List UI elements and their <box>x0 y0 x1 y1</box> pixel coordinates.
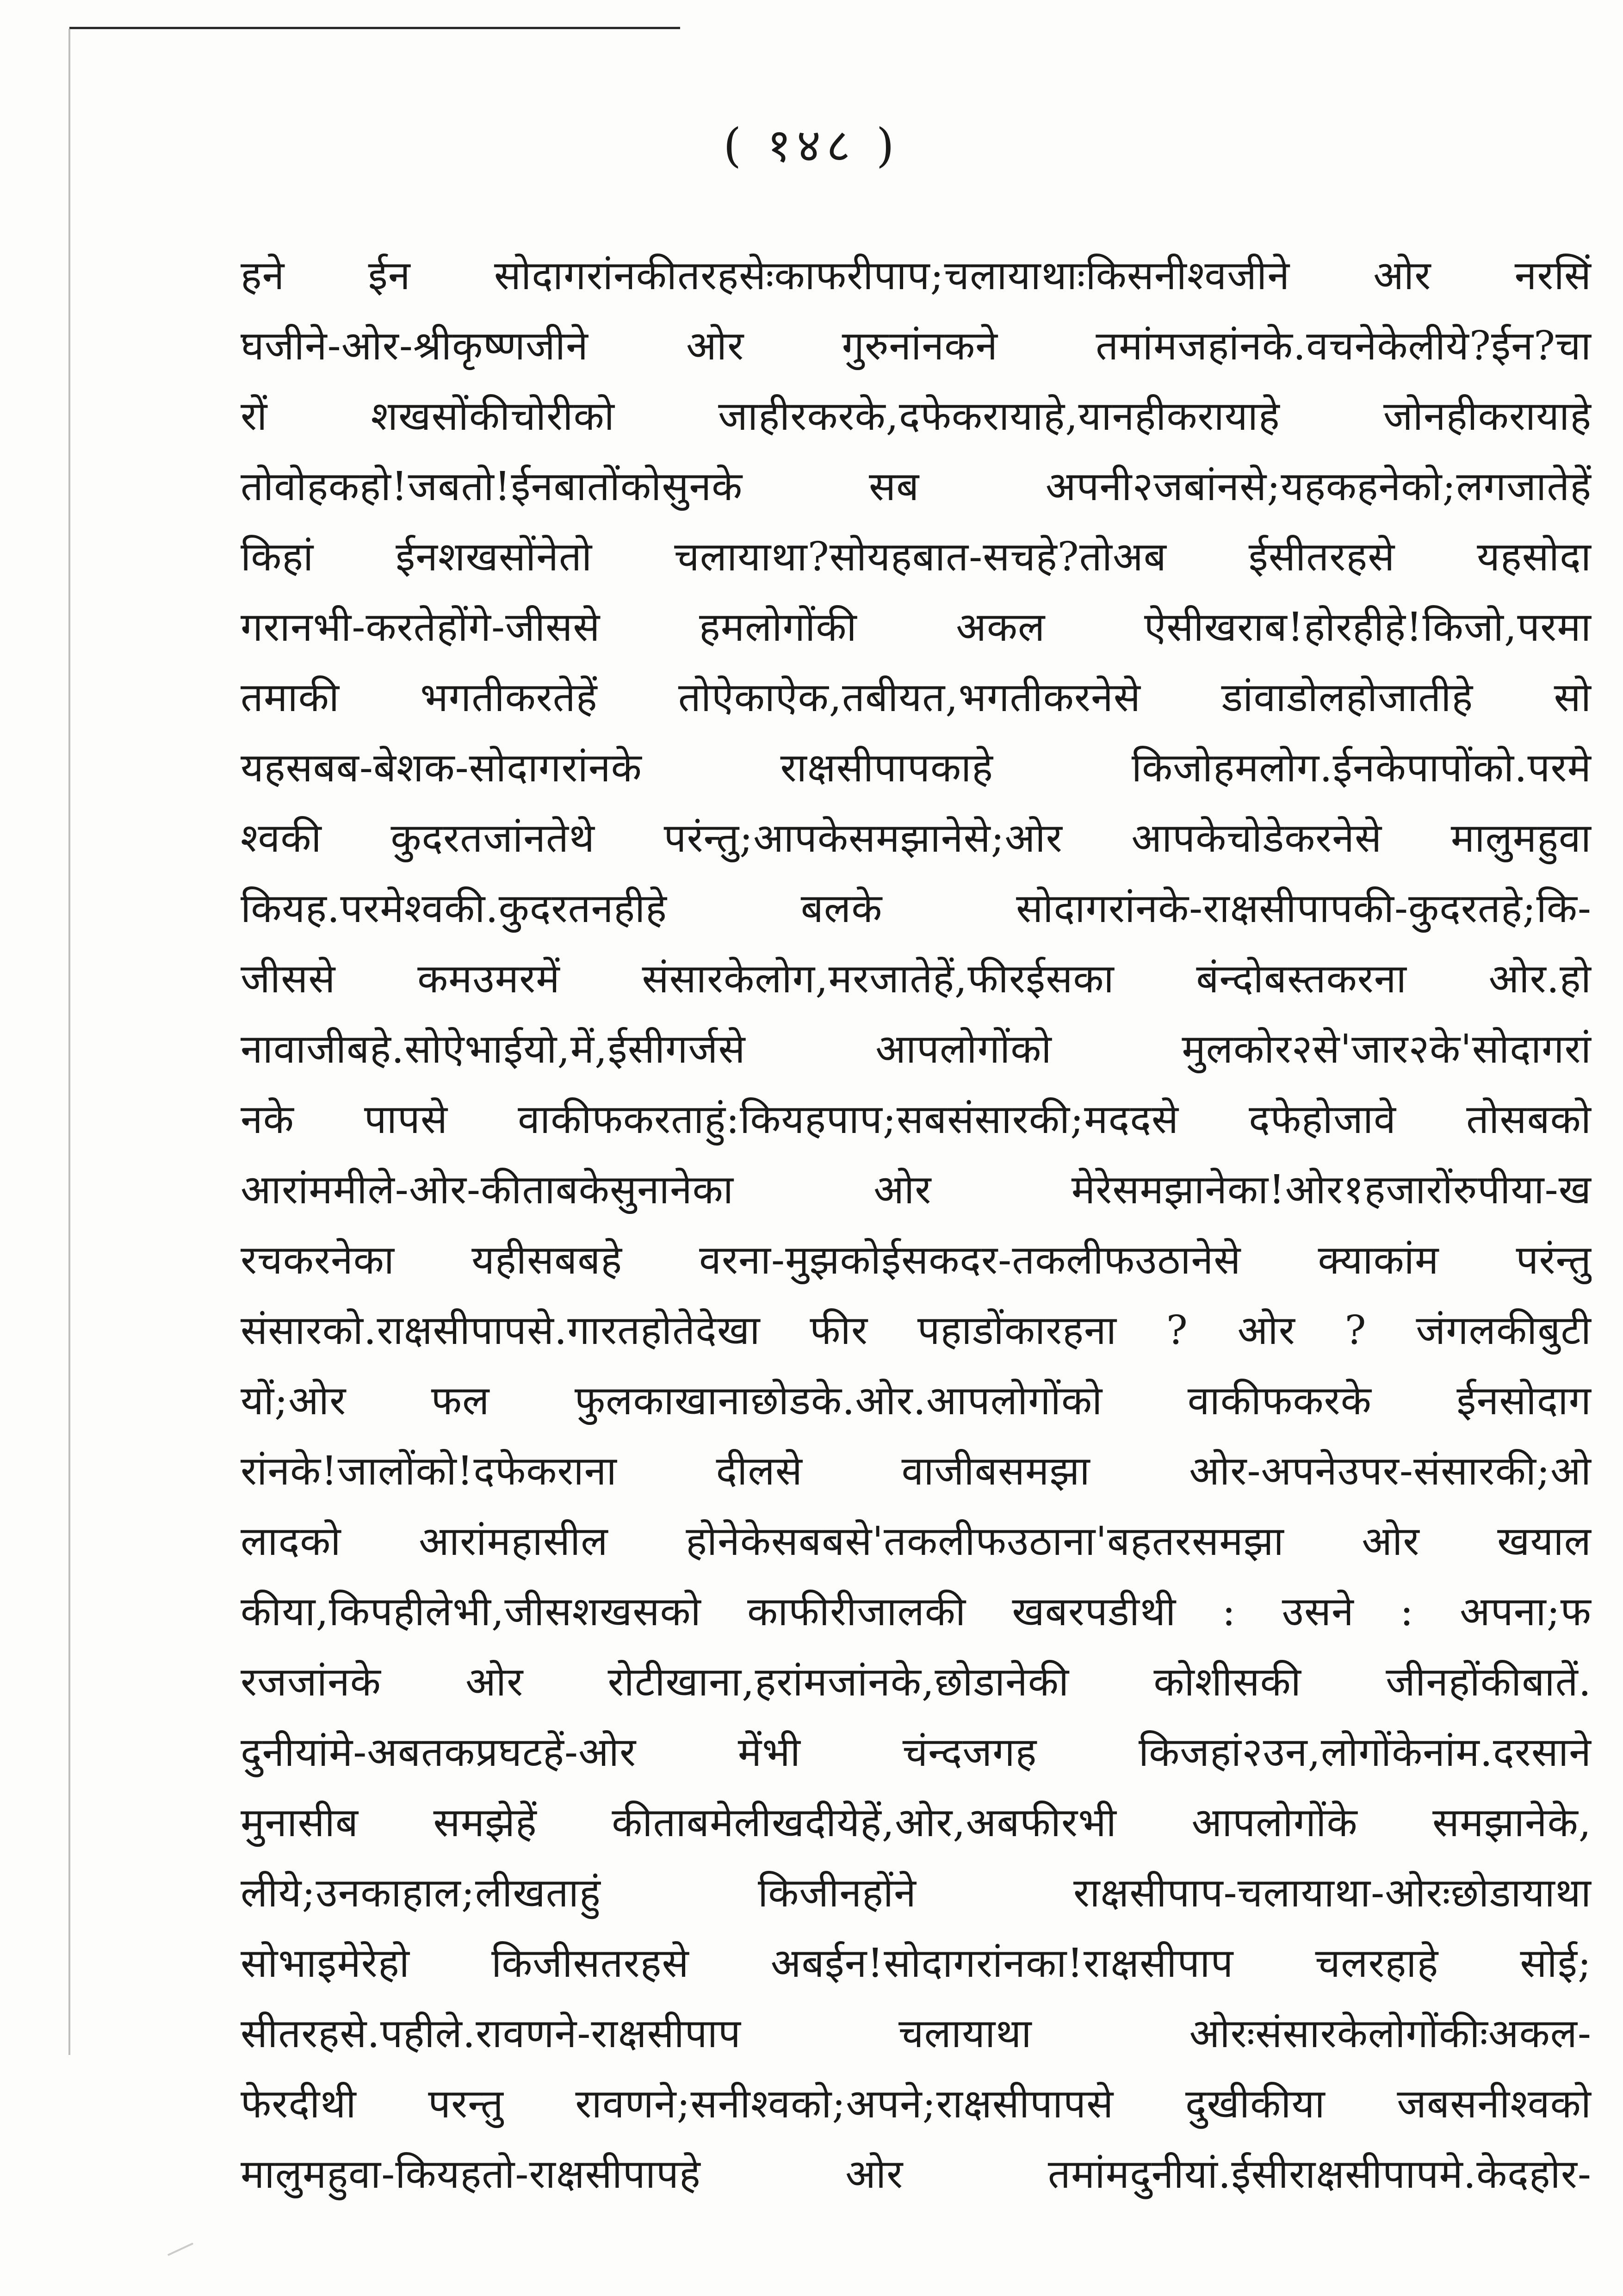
top-rule-line <box>69 27 680 29</box>
scan-speck <box>167 2243 193 2256</box>
text-line: रांनके!जालोंको!दफेकराना दीलसे वाजीबसमझा ओर-अपनेउपर-संसारकी;ओ <box>241 1448 1592 1494</box>
text-line: सोभाइमेरेहो किजीसतरहसे अबईन!सोदागरांनका!राक्षसीपाप चलरहाहे सोई; <box>241 1940 1592 1987</box>
text-line: मालुमहुवा-कियहतो-राक्षसीपापहे ओर तमांमदुनीयां.ईसीराक्षसीपापमे.केदहोर- <box>241 2151 1592 2197</box>
text-line: मुनासीब समझेहें कीताबमेलीखदीयेहें,ओर,अबफीरभी आपलोगोंके समझानेके, <box>241 1800 1592 1846</box>
text-line: सीतरहसे.पहीले.रावणने-राक्षसीपाप चलायाथा ओरःसंसारकेलोगोंकीःअकल- <box>241 2011 1592 2057</box>
text-line: फेरदीथी परन्तु रावणने;सनीश्वको;अपने;राक्षसीपापसे दुखीकीया जबसनीश्वको <box>241 2081 1592 2127</box>
text-line: लादको आरांमहासील होनेकेसबबसे'तकलीफउठाना'बहतरसमझा ओर खयाल <box>241 1518 1592 1565</box>
text-line: रजजांनके ओर रोटीखाना,हरांमजांनके,छोडानेकी कोशीसकी जीनहोंकीबातें. <box>241 1659 1592 1705</box>
text-line: रों शखसोंकीचोरीको जाहीरकरके,दफेकरायाहे,यानहीकरायाहे जोनहीकरायाहे <box>241 393 1592 439</box>
text-line: कीया,किपहीलेभी,जीसशखसको काफीरीजालकी खबरपडीथी : उसने : अपना;फ <box>241 1589 1592 1635</box>
text-line: लीये;उनकाहाल;लीखताहुं किजीनहोंने राक्षसीपाप-चलायाथा-ओरःछोडायाथा <box>241 1870 1592 1916</box>
text-line: तोवोहकहो!जबतो!ईनबातोंकोसुनके सब अपनी२जबांनसे;यहकहनेको;लगजातेहें <box>241 464 1592 510</box>
page-number: ( १४८ ) <box>723 118 900 173</box>
text-line: किहां ईनशखसोंनेतो चलायाथा?सोयहबात-सचहे?तोअब ईसीतरहसे यहसोदा <box>241 534 1592 580</box>
text-line: जीससे कमउमरमें संसारकेलोग,मरजातेहें,फीरईसका बंन्दोबस्तकरना ओर.हो <box>241 956 1592 1002</box>
text-line: रचकरनेका यहीसबबहे वरना-मुझकोईसकदर-तकलीफउठानेसे क्याकांम परंन्तु <box>241 1237 1592 1283</box>
text-line: नावाजीबहे.सोऐभाईयो,में,ईसीगर्जसे आपलोगोंको मुलकोर२से'जार२के'सोदागरां <box>241 1026 1592 1072</box>
left-margin-line <box>68 29 70 2055</box>
text-line: आरांममीले-ओर-कीताबकेसुनानेका ओर मेरेसमझानेका!ओर१हजारोंरुपीया-ख <box>241 1167 1592 1213</box>
text-line: गरानभी-करतेहोंगे-जीससे हमलोगोंकी अकल ऐसीखराब!होरहीहे!किजो,परमा <box>241 604 1592 650</box>
text-line: यहसबब-बेशक-सोदागरांनके राक्षसीपापकाहे किजोहमलोग.ईनकेपापोंको.परमे <box>241 745 1592 791</box>
text-line: संसारको.राक्षसीपापसे.गारतहोतेदेखा फीर पहाडोंकारहना ? ओर ? जंगलकीबुटी <box>241 1307 1592 1354</box>
text-line: हने ईन सोदागरांनकीतरहसेःकाफरीपाप;चलायाथाःकिसनीश्वजीने ओर नरसिं <box>241 253 1592 299</box>
body-text <box>241 241 1592 2209</box>
text-line: घजीने-ओर-श्रीकृष्णजीने ओर गुरुनांनकने तमांमजहांनके.वचनेकेलीये?ईन?चा <box>241 323 1592 369</box>
text-line: कियह.परमेश्वकी.कुदरतनहीहे बलके सोदागरांनके-राक्षसीपापकी-कुदरतहे;कि- <box>241 885 1592 932</box>
text-line: नके पापसे वाकीफकरताहुं:कियहपाप;सबसंसारकी;मददसे दफेहोजावे तोसबको <box>241 1096 1592 1143</box>
text-line: श्वकी कुदरतजांनतेथे परंन्तु;आपकेसमझानेसे;ओर आपकेचोडेकरनेसे मालुमहुवा <box>241 815 1592 861</box>
text-line: तमाकी भगतीकरतेहें तोऐकाऐक,तबीयत,भगतीकरनेसे डांवाडोलहोजातीहे सो <box>241 675 1592 721</box>
text-line: दुनीयांमे-अबतकप्रघटहें-ओर मेंभी चंन्दजगह किजहां२उन,लोगोंकेनांम.दरसाने <box>241 1729 1592 1776</box>
text-line: यों;ओर फल फुलकाखानाछोडके.ओर.आपलोगोंको वाकीफकरके ईनसोदाग <box>241 1378 1592 1424</box>
